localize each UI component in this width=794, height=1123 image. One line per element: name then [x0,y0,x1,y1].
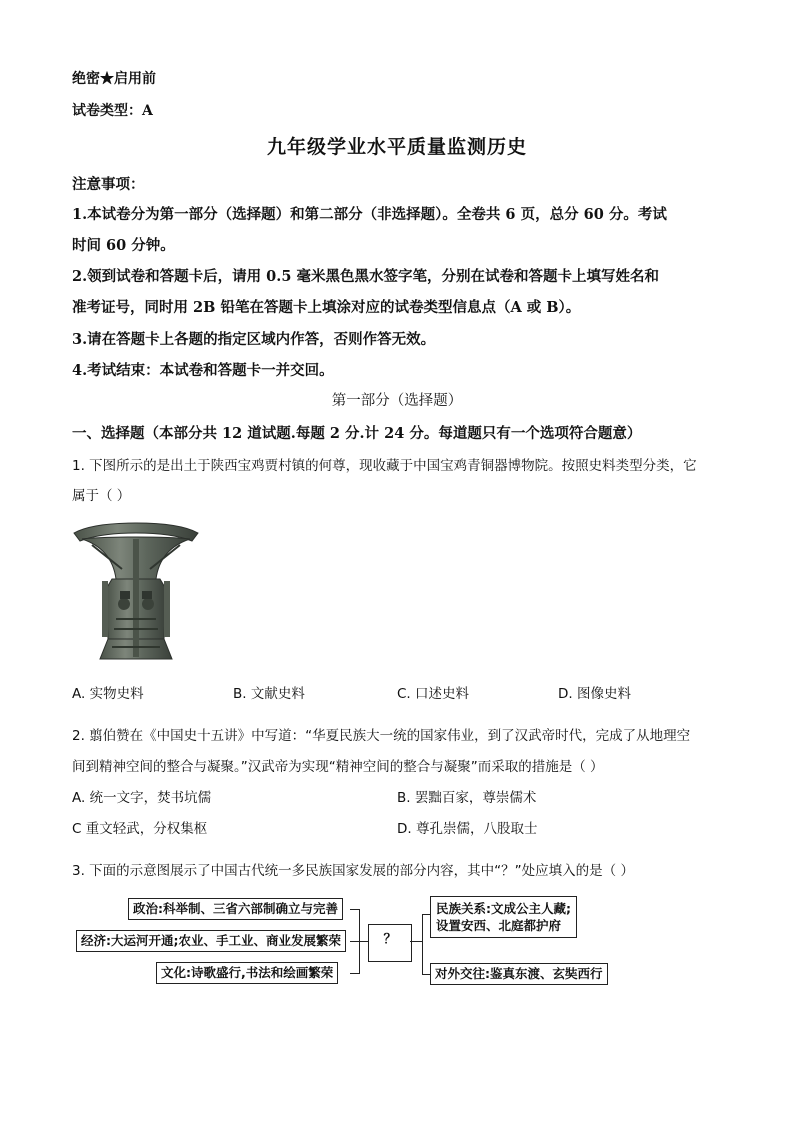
connector-right-bar [422,914,423,974]
q3-diagram [72,888,620,998]
q3-stem-line-1: 3. 下面的示意图展示了中国古代统一多民族国家发展的部分内容，其中“？”处应填入的是（ ） [72,863,634,879]
culture-box: 文化:诗歌盛行,书法和绘画繁荣 [156,962,338,984]
ethnic-relations-box [430,896,577,938]
note-4: 4.考试结束：本试卷和答题卡一并交回。 [72,362,334,379]
connector-foreign [422,974,430,975]
note-3: 3.请在答题卡上各题的指定区域内作答，否则作答无效。 [72,331,436,348]
note-1-line-2: 时间 60 分钟。 [72,237,175,254]
q1-stem-line-2: 属于（ ） [72,488,131,504]
foreign-exchange-box: 对外交往:鉴真东渡、玄奘西行 [430,963,608,985]
q2-option-a[interactable]: A. 统一文字，焚书坑儒 [72,790,212,806]
paper-type-label: 试卷类型：A [72,103,153,119]
q1-stem-line-1: 1. 下图所示的是出土于陕西宝鸡贾村镇的何尊，现收藏于中国宝鸡青铜器博物院。按照史料类型分类，它 [72,458,697,474]
q2-option-d[interactable]: D. 尊孔崇儒，八股取士 [397,821,538,837]
q1-option-c[interactable]: C. 口述史料 [397,686,470,702]
q2-stem-line-2: 间到精神空间的整合与凝聚。”汉武帝为实现“精神空间的整合与凝聚”而采取的措施是（ ） [72,759,604,775]
q2-option-b[interactable]: B. 罢黜百家，尊崇儒术 [397,790,537,806]
notes-heading: 注意事项： [72,176,145,193]
economy-box: 经济:大运河开通;农业、手工业、商业发展繁荣 [76,930,346,952]
center-question-box: ？ [368,924,412,962]
note-2-line-1: 2.领到试卷和答题卡后，请用 0.5 毫米黑色黑水签字笔，分别在试卷和答题卡上填写姓名和 [72,268,659,285]
note-1-line-1: 1.本试卷分为第一部分（选择题）和第二部分（非选择题）。全卷共 6 页，总分 60 分。考试 [72,206,667,223]
q1-option-a[interactable]: A. 实物史料 [72,686,144,702]
exam-title: 九年级学业水平质量监测历史 [266,136,527,158]
ethnic-line-1: 民族关系:文成公主人藏; [436,901,571,916]
bronze-zun-vessel-image [72,519,200,665]
secret-label: 绝密★启用前 [72,71,156,87]
q2-option-c[interactable]: C 重文轻武，分权集枢 [72,821,208,837]
politics-box: 政治:科举制、三省六部制确立与完善 [128,898,343,920]
ethnic-line-2: 设置安西、北庭都护府 [436,918,562,933]
q1-option-b[interactable]: B. 文献史料 [233,686,305,702]
note-2-line-2: 准考证号，同时用 2B 铅笔在答题卡上填涂对应的试卷类型信息点（A 或 B）。 [72,299,581,316]
part-heading: 一、选择题（本部分共 12 道试题.每题 2 分.计 24 分。每道题只有一个选项符合题意） [72,425,642,442]
q1-option-d[interactable]: D. 图像史料 [558,686,631,702]
connector-from-center [410,941,422,942]
q2-stem-line-1: 2. 翦伯赞在《中国史十五讲》中写道：“华夏民族大一统的国家伟业，到了汉武帝时代，完成了从地理空 [72,728,691,744]
connector-ethnic [422,914,430,915]
connector-to-center [359,941,368,942]
section-title: 第一部分（选择题） [331,393,463,409]
